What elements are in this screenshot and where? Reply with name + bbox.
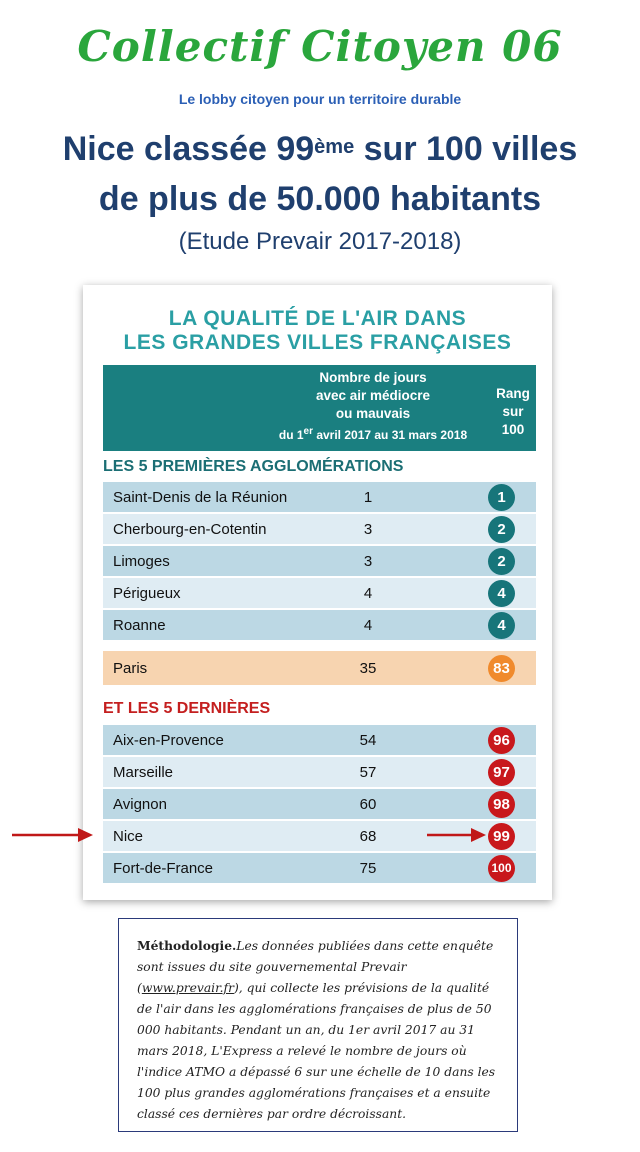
table-row	[103, 757, 536, 787]
days-count: 3	[363, 521, 373, 538]
page-title	[0, 124, 640, 224]
days-count: 75	[359, 860, 377, 877]
tagline: Le lobby citoyen pour un territoire durable	[178, 91, 462, 107]
arrow-right-icon	[427, 827, 487, 843]
column-header-days-line: ou mauvais	[335, 406, 411, 421]
table-row	[103, 853, 536, 883]
city-name: Aix-en-Provence	[113, 732, 224, 749]
table-row	[103, 482, 536, 512]
city-name: Périgueux	[113, 585, 181, 602]
city-name: Saint-Denis de la Réunion	[113, 489, 288, 506]
city-name: Cherbourg-en-Cotentin	[113, 521, 267, 538]
column-header-rank-line: Rang	[496, 386, 530, 401]
column-header-days	[253, 369, 493, 444]
table-row	[103, 546, 536, 576]
rank-badge: 100	[488, 855, 515, 882]
headline-line-1	[0, 124, 640, 174]
headline-part-1: Nice classée 99	[62, 130, 315, 168]
rank-badge: 96	[488, 727, 515, 754]
table-row	[103, 610, 536, 640]
column-header-rank-line: 100	[501, 422, 525, 437]
table-title	[83, 307, 552, 355]
days-count: 3	[363, 553, 373, 570]
rank-badge: 4	[488, 580, 515, 607]
table-title-line-1: LA QUALITÉ DE L'AIR DANS	[168, 307, 467, 330]
days-count: 4	[363, 585, 373, 602]
methodology-text: Les données publiées dans cette enquête sont issues du site gouvernemental Prevair (	[137, 939, 494, 995]
days-count: 60	[359, 796, 377, 813]
table-header	[103, 365, 536, 451]
days-count: 35	[359, 660, 377, 677]
rank-badge: 99	[488, 823, 515, 850]
rank-badge: 83	[488, 655, 515, 682]
methodology-label: Méthodologie.	[137, 938, 237, 953]
days-count: 4	[363, 617, 373, 634]
column-header-rank-line: sur	[502, 404, 524, 419]
table-row	[103, 725, 536, 755]
city-name: Nice	[113, 828, 144, 845]
days-count: 57	[359, 764, 377, 781]
period-start: du 1	[278, 428, 304, 442]
headline-line-2: de plus de 50.000 habitants	[98, 180, 542, 218]
city-name: Avignon	[113, 796, 167, 813]
table-row-paris	[103, 651, 536, 685]
section-heading-top: LES 5 PREMIÈRES AGGLOMÉRATIONS	[103, 458, 404, 475]
logo: Collectif Citoyen 06	[77, 22, 563, 71]
column-header-days-period	[253, 423, 493, 444]
methodology-box	[118, 918, 518, 1132]
period-superscript: er	[303, 426, 313, 437]
table-row	[103, 514, 536, 544]
days-count: 68	[359, 828, 377, 845]
rank-badge: 98	[488, 791, 515, 818]
methodology-text: ), qui collecte les prévisions de la qualité de l'air dans les agglomérations françaises de plus de 50 000 habitants. Pendant un an, du 1er avril 2017 au 31 mars 2018, L'Express a relevé le nombre de jours où l'indice ATMO a dépassé 6 sur une échelle de 10 dans les 100 plus grandes agglomérations françaises et a ensuite classé ces dernières par ordre décroissant.	[137, 981, 496, 1121]
city-name: Marseille	[113, 764, 174, 781]
table-row	[103, 789, 536, 819]
rank-badge: 4	[488, 612, 515, 639]
column-header-days-line: avec air médiocre	[315, 388, 431, 403]
rank-badge: 1	[488, 484, 515, 511]
air-quality-table-card	[83, 285, 552, 900]
headline-superscript: ème	[314, 136, 355, 158]
table-title-line-2: LES GRANDES VILLES FRANÇAISES	[123, 331, 512, 354]
city-name: Paris	[113, 660, 148, 677]
period-rest: avril 2017 au 31 mars 2018	[313, 428, 468, 442]
rank-badge: 2	[488, 548, 515, 575]
arrow-right-icon	[12, 827, 94, 843]
subtitle: (Etude Prevair 2017-2018)	[178, 228, 462, 255]
column-header-days-line: Nombre de jours	[319, 370, 427, 385]
table-row	[103, 578, 536, 608]
rank-badge: 2	[488, 516, 515, 543]
headline-part-2: sur 100 villes	[354, 130, 578, 168]
rank-badge: 97	[488, 759, 515, 786]
city-name: Roanne	[113, 617, 166, 634]
section-heading-bottom: ET LES 5 DERNIÈRES	[103, 700, 271, 717]
city-name: Fort-de-France	[113, 860, 214, 877]
city-name: Limoges	[113, 553, 170, 570]
days-count: 54	[359, 732, 377, 749]
days-count: 1	[363, 489, 373, 506]
prevair-link[interactable]: www.prevair.fr	[141, 981, 234, 995]
column-header-rank	[483, 385, 543, 439]
